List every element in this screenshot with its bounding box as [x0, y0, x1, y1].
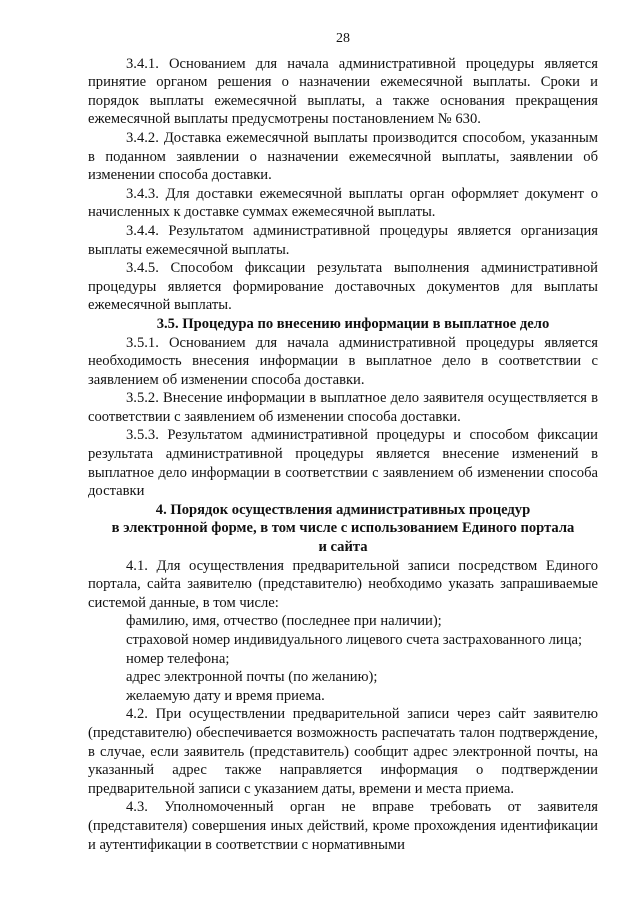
heading-4-line-1: 4. Порядок осуществления административных процедур: [155, 501, 531, 518]
heading-section-4: [88, 501, 598, 557]
paragraph-3-5-2: 3.5.2. Внесение информации в выплатное дело заявителя осуществляется в соответствии с заявлением об изменении способа доставки.: [88, 390, 598, 425]
list-item: страховой номер индивидуального лицевого счета застрахованного лица;: [126, 632, 583, 648]
paragraph-3-5-1: 3.5.1. Основанием для начала административной процедуры является необходимость внесения информации в выплатное дело в соответствии с заявлением об изменении способа доставки.: [88, 334, 598, 388]
paragraph-3-4-1: 3.4.1. Основанием для начала административной процедуры является принятие органом решения о назначении ежемесячной выплаты. Сроки и порядок выплаты ежемесячной выплаты, а также основания прекращения ежемесячной выплаты предусмотрены постановлением № 630.: [88, 55, 598, 128]
heading-4-line-2: в электронной форме, в том числе с использованием Единого портала: [111, 520, 575, 537]
paragraph-3-4-2: 3.4.2. Доставка ежемесячной выплаты производится способом, указанным в поданном заявлении о назначении ежемесячной выплаты, заявлении об изменении способа доставки.: [88, 129, 598, 184]
list-item: адрес электронной почты (по желанию);: [126, 669, 378, 686]
paragraph-4-2: 4.2. При осуществлении предварительной записи через сайт заявителю (представителю) обеспечивается возможность распечатать талон подтверждение, в случае, если заявитель (представитель) сообщит адрес электронной почты, на указанный адрес также направляется информация о подтверждении предварительной записи с указанием даты, времени и места приема.: [88, 706, 598, 797]
paragraph-3-4-4: 3.4.4. Результатом административной процедуры является организация выплаты ежемесячной выплаты.: [88, 222, 598, 258]
paragraph-3-5-3: 3.5.3. Результатом административной процедуры и способом фиксации результата административной процедуры является внесение изменений в выплатное дело информации в соответствии с заявлением об изменении способа доставки: [88, 427, 598, 500]
heading-4-line-3: и сайта: [318, 539, 368, 556]
list-item: желаемую дату и время приема.: [126, 687, 325, 704]
paragraph-3-4-5: 3.4.5. Способом фиксации результата выполнения административной процедуры является формирование доставочных документов для выплаты ежемесячной выплаты.: [88, 260, 598, 314]
paragraph-4-3: 4.3. Уполномоченный орган не вправе требовать от заявителя (представителя) совершения иных действий, кроме прохождения идентификации и аутентификации в соответствии с нормативными: [88, 799, 598, 853]
paragraph-3-4-3: 3.4.3. Для доставки ежемесячной выплаты орган оформляет документ о начисленных к доставке суммах ежемесячной выплаты.: [88, 185, 598, 221]
document-page: [88, 30, 598, 854]
heading-3-5: 3.5. Процедура по внесению информации в выплатное дело: [156, 315, 550, 332]
list-item: фамилию, имя, отчество (последнее при наличии);: [126, 613, 442, 630]
paragraph-4-1: 4.1. Для осуществления предварительной записи посредством Единого портала, сайта заявителю (представителю) необходимо указать запрашиваемые системой данные, в том числе:: [88, 557, 598, 611]
list-item: номер телефона;: [126, 650, 230, 667]
page-number: 28: [336, 31, 350, 46]
